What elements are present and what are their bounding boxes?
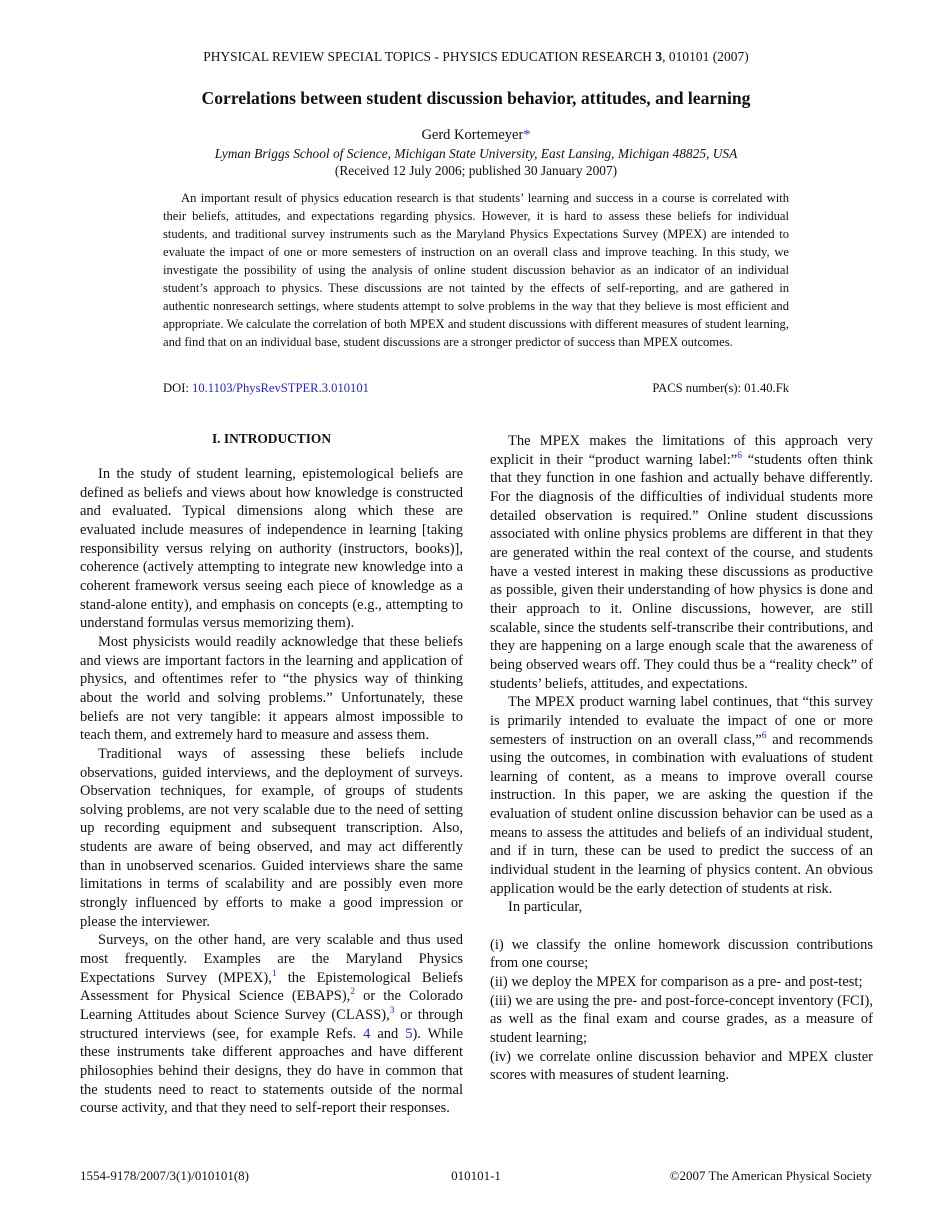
running-header xyxy=(0,49,952,65)
text-run: In the study of student learning, epistemological beliefs are defined as beliefs and views about how knowledge is constructed and evaluated. Typical dimensions along which these are evaluated include measures of independence in learning [taking responsibility versus relying on authority (instructors, books)], coherence (actively attempting to integrate new knowledge into a coherent framework versus seeing each piece of knowledge as a stand-alone entity), and emphasis on concepts (e.g., attempting to understand formulas versus memorizing them). xyxy=(80,466,463,632)
author-footnote-link[interactable]: * xyxy=(523,127,531,143)
left-column xyxy=(80,430,463,1118)
paragraph xyxy=(490,432,873,693)
pacs-numbers: PACS number(s): 01.40.Fk xyxy=(652,381,789,395)
text-run: The MPEX makes the limitations of this approach very explicit in their “product warning label:” xyxy=(490,433,873,468)
paragraph xyxy=(80,745,463,932)
doi xyxy=(163,381,369,396)
list-item: (iv) we correlate online discussion behavior and MPEX cluster scores with measures of student learning. xyxy=(490,1048,873,1084)
list-item: (iii) we are using the pre- and post-force-concept inventory (FCI), as well as the final exam and course grades, as a measure of student learning; xyxy=(490,992,873,1046)
journal-volume: 3 xyxy=(655,49,663,64)
affiliation: Lyman Briggs School of Science, Michigan State University, East Lansing, Michigan 48825, USA xyxy=(214,146,738,161)
citation-superscript-link[interactable]: 6 xyxy=(761,730,767,741)
text-run: or the Colorado Learning Attitudes about Science Survey (CLASS), xyxy=(80,988,463,1024)
list-item: (i) we classify the online homework discussion contributions from one course; xyxy=(490,936,873,972)
paragraph xyxy=(80,931,463,1118)
citation-link[interactable]: 4 xyxy=(363,1025,371,1042)
text-run: the Epistemological Beliefs Assessment for Physical Science (EBAPS), xyxy=(80,969,464,1005)
paper-title: Correlations between student discussion behavior, attitudes, and learning xyxy=(201,88,751,108)
text-run: Traditional ways of assessing these beliefs include observations, guided interviews, and the deployment of surveys. Observation techniques, for example, of groups of students solving problems, are not very scalable due to the need of setting up recording equipment and subsequent transcription. Also, students are aware of being observed, and may act differently than in unobserved scenarios. Guided interviews share the same limitations in terms of scalability and are possibly even more strongly influenced by efforts to make a good impression or please the interviewer. xyxy=(80,745,463,930)
text-run: or through structured interviews (see, for example Refs. xyxy=(80,1007,463,1042)
citation-superscript-link[interactable]: 6 xyxy=(737,450,742,461)
journal-citation: , 010101 (2007) xyxy=(662,49,749,64)
citation-link[interactable]: 5 xyxy=(405,1025,413,1042)
text-run: In particular, xyxy=(508,899,583,916)
paragraph xyxy=(490,693,873,898)
citation-superscript-link[interactable]: 1 xyxy=(271,968,277,979)
footer-issn: 1554-9178/2007/3(1)/010101(8) xyxy=(80,1168,249,1183)
citation-superscript-link[interactable]: 3 xyxy=(389,1006,395,1017)
spacer xyxy=(490,917,873,936)
abstract: An important result of physics education research is that students’ learning and success in a course is correlated with their beliefs, attitudes, and expectations regarding physics. However, it is hard to assess these beliefs for individual students, and traditional survey instruments such as the Maryland Physics Expectations Survey (MPEX) are intended to evaluate the impact of one or more semesters of instruction on an overall class and improve teaching. In this study, we investigate the possibility of using the analysis of online student discussion behavior as an indicator of an individual student’s approach to physics. These discussions are not tainted by the effects of self-reporting, and are gathered in authentic nonresearch settings, where students attempt to solve problems in the way that they believe is most efficient and appropriate. We calculate the correlation of both MPEX and student discussions with different measures of student learning, and find that on an individual base, student discussions are a stronger predictor of success than MPEX outcomes. xyxy=(163,191,789,349)
right-paragraphs xyxy=(490,432,873,917)
received-dates: (Received 12 July 2006; published 30 January 2007) xyxy=(334,163,618,178)
copyright: ©2007 The American Physical Society xyxy=(669,1168,872,1183)
text-run: and xyxy=(370,1025,406,1042)
text-run: Surveys, on the other hand, are very scalable and thus used most frequently. Examples are the Maryland Physics Expectations Survey (MPEX), xyxy=(80,932,463,986)
left-paragraphs xyxy=(80,465,463,1118)
citation-superscript-link[interactable]: 2 xyxy=(350,987,356,998)
text-run: The MPEX product warning label continues, that “this survey is primarily intended to evaluate the impact of one or more semesters of instruction on an overall class,” xyxy=(490,694,873,748)
paragraph xyxy=(490,898,873,917)
author-name: Gerd Kortemeyer xyxy=(421,127,524,143)
paragraph xyxy=(80,465,463,633)
doi-label: DOI: xyxy=(163,381,193,395)
right-column xyxy=(490,432,873,1085)
text-run: and recommends using the outcomes, in combination with evaluations of student learning of content, as a means to improve overall course instruction. In this paper, we are asking the question if the evaluation of student online discussion behavior can be used as a means to assess the attitudes and beliefs of an individual student, and if in turn, these can be used to predict the success of an individual student in the learning of physics content. An obvious application would be the early detection of students at risk. xyxy=(490,731,873,897)
contribution-list xyxy=(490,936,873,1085)
doi-link[interactable]: 10.1103/PhysRevSTPER.3.010101 xyxy=(192,381,369,395)
text-run: ). While these instruments take different approaches and have different philosophies behind their designs, they do have in common that the students need to react to statements outside of the normal course activity, and that they need to self-report their responses. xyxy=(80,1025,464,1117)
section-heading: I. INTRODUCTION xyxy=(211,431,332,446)
paragraph xyxy=(80,633,463,745)
list-item: (ii) we deploy the MPEX for comparison as a pre- and post-test; xyxy=(490,973,863,990)
author-line xyxy=(0,127,952,144)
text-run: Most physicists would readily acknowledge that these beliefs and views are important factors in the learning and application of physics, and oftentimes refer to “the physics way of thinking about the world and solving problems.” Unfortunately, these beliefs are not very tangible: it appears almost impossible to teach them, and extremely hard to measure and assess them. xyxy=(80,633,463,744)
page-number: 010101-1 xyxy=(451,1168,501,1183)
text-run: “students often think that they function in one fashion and actually behave differently. For the diagnosis of the difficulties of individual students more detailed observation is required.” Online student discussions associated with online physics problems are different in that they are generated within the real context of the course, and students have a vested interest in making these discussions as productive as possible, given their understanding of how physics is done and their approach to it. Online discussions, however, are still scalable, since the students self-transcribe their contributions, and they are happening on a large enough scale that the awareness of being observed wears off. They could thus be a “reality check” of students’ beliefs, attitudes, and expectations. xyxy=(490,451,873,692)
journal-name: PHYSICAL REVIEW SPECIAL TOPICS - PHYSICS EDUCATION RESEARCH xyxy=(203,49,656,64)
